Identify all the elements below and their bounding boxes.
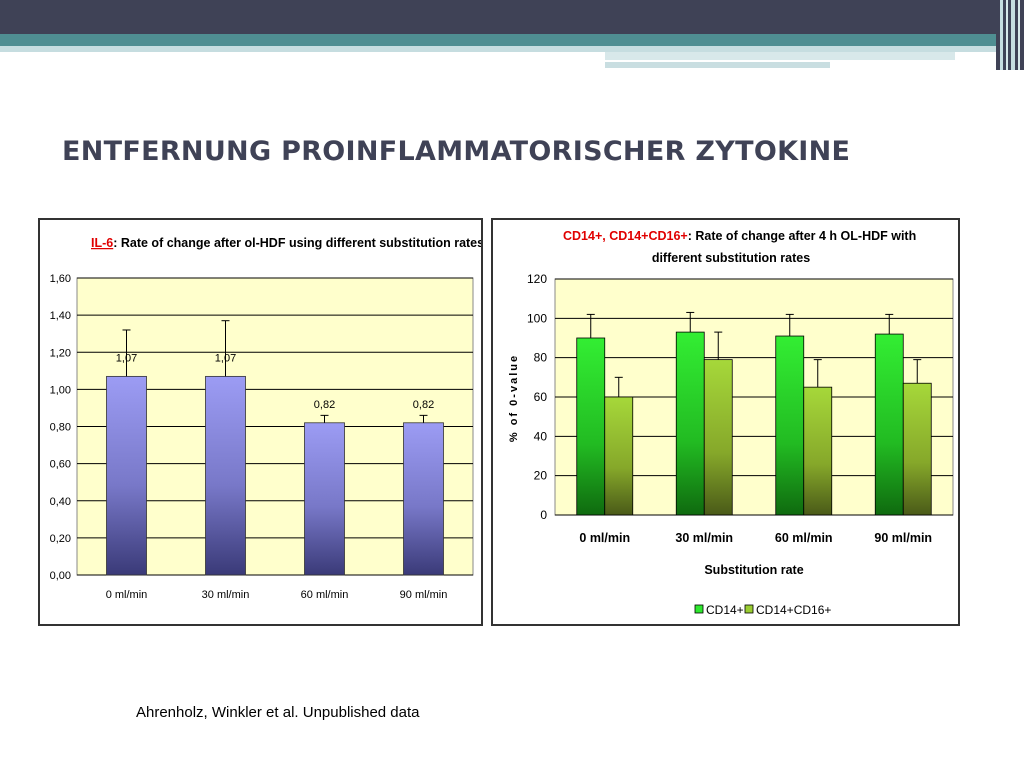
header-light-band-short [605,52,955,60]
cd14-y-axis-label: % of 0-value [508,353,520,443]
il6-y-tick-label: 0,80 [49,421,71,434]
il6-bar [305,423,345,575]
header-bar [0,0,1024,34]
citation-text: Ahrenholz, Winkler et al. Unpublished data [136,704,420,721]
cd14-legend [695,603,831,617]
cd14-chart-title-line1 [563,229,916,243]
cd14-chart-title-line2: different substitution rates [651,251,811,265]
cd14-chart-panel [491,218,960,626]
header-accent-band [0,34,1024,46]
il6-chart-panel [38,218,483,626]
il6-bar [206,376,246,575]
il6-x-tick-label: 90 ml/min [399,589,448,601]
cd14-title-rest: : Rate of change after 4 h OL-HDF with [687,229,917,243]
cd1416-bar [704,360,732,515]
il6-bar [107,376,147,575]
cd14-chart [493,220,958,624]
legend-label-cd14: CD14+ [706,603,744,617]
cd1416-bar [804,387,832,515]
cd14-x-tick-label: 30 ml/min [675,531,734,545]
cd14-x-axis-label: Substitution rate [704,563,804,577]
legend-label-cd1416: CD14+CD16+ [756,603,832,617]
il6-x-tick-label: 0 ml/min [105,589,148,601]
cd14-bar [676,332,704,515]
cd14-x-tick-label: 90 ml/min [874,531,933,545]
il6-chart-title [91,236,481,250]
il6-y-tick-label: 0,40 [49,495,71,508]
il6-title-highlight: IL-6 [91,236,114,250]
il6-data-label: 1,07 [115,352,138,365]
cd14-bar [875,334,903,515]
header-light-band-shorter [605,62,830,68]
cd14-y-tick-label: 20 [533,468,547,483]
il6-y-tick-label: 1,40 [49,310,71,323]
il6-x-tick-label: 30 ml/min [201,589,250,601]
il6-title-rest: : Rate of change after ol-HDF using different substitution rates [113,236,481,250]
cd14-y-tick-label: 100 [526,311,547,326]
legend-swatch-cd1416 [745,605,753,613]
cd14-x-tick-label: 60 ml/min [774,531,833,545]
cd1416-bar [605,397,633,515]
cd14-y-tick-label: 120 [526,272,547,286]
il6-y-tick-label: 1,20 [49,347,71,360]
il6-data-label: 1,07 [214,352,237,365]
cd14-bar [776,336,804,515]
il6-bar [404,423,444,575]
legend-swatch-cd14 [695,605,703,613]
cd1416-bar [903,383,931,515]
il6-y-tick-label: 0,00 [49,570,71,582]
cd14-y-tick-label: 60 [533,390,547,404]
il6-x-tick-label: 60 ml/min [300,589,349,601]
cd14-y-tick-label: 40 [533,429,547,444]
il6-y-tick-label: 0,20 [49,532,71,545]
header-vertical-stripes [996,0,1024,70]
slide-title: ENTFERNUNG PROINFLAMMATORISCHER ZYTOKINE [62,136,851,167]
il6-data-label: 0,82 [313,398,336,411]
cd14-bar [577,338,605,515]
il6-chart [40,220,481,624]
cd14-y-tick-label: 80 [533,350,547,365]
cd14-x-tick-label: 0 ml/min [579,531,631,545]
cd14-y-tick-label: 0 [540,508,547,522]
il6-y-tick-label: 1,60 [49,273,71,285]
il6-y-tick-label: 0,60 [49,458,71,471]
il6-data-label: 0,82 [412,398,435,411]
cd14-title-highlight: CD14+, CD14+CD16+ [563,229,688,243]
il6-y-tick-label: 1,00 [49,384,71,397]
